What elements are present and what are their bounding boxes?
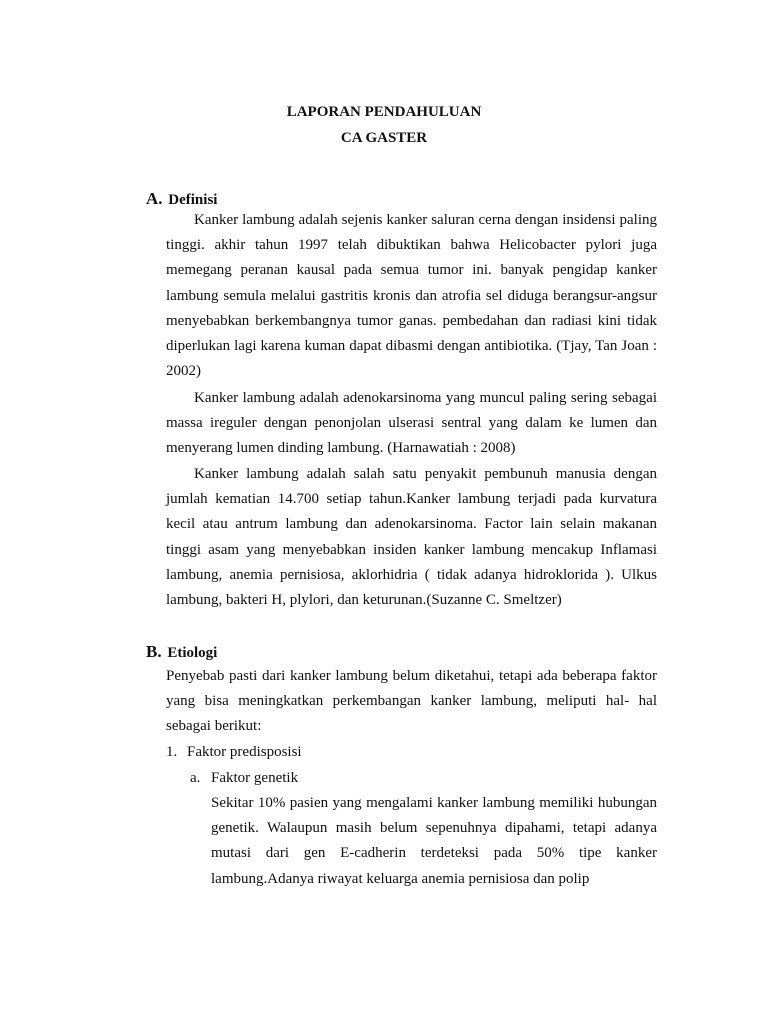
section-a-title: Definisi (168, 192, 218, 208)
document-subtitle: CA GASTER (340, 130, 428, 146)
section-b-letter: B. (146, 642, 162, 661)
list-item-1a-letter: a. (190, 770, 201, 786)
section-b-title: Etiologi (167, 645, 218, 661)
section-a-heading (146, 189, 217, 210)
definisi-paragraph-1: Kanker lambung adalah sejenis kanker saluran cerna dengan insidensi paling tinggi. akhir tahun 1997 telah dibuktikan bahwa Helicobacter pylori juga memegang peranan kausal pada semua tumor ini. banyak pengidap kanker lambung semula melalui gastritis kronis dan atrofia sel diduga berangsur-angsur menyebabkan berkembangnya tumor ganas. pembedahan dan radiasi kini tidak diperlukan lagi karena kuman dapat dibasmi dengan antibiotika. (Tjay, Tan Joan : 2002) (166, 212, 657, 380)
list-item-1-number: 1. (166, 744, 178, 760)
etiologi-intro-paragraph: Penyebab pasti dari kanker lambung belum diketahui, tetapi ada beberapa faktor yang bisa meningkatkan perkembangan kanker lambung, meliputi hal- hal sebagai berikut: (166, 668, 657, 735)
document-title: LAPORAN PENDAHULUAN (286, 104, 482, 120)
list-item-1-label: Faktor predisposisi (187, 744, 302, 760)
definisi-paragraph-3: Kanker lambung adalah salah satu penyakit pembunuh manusia dengan jumlah kematian 14.700 setiap tahun.Kanker lambung terjadi pada kurvatura kecil atau antrum lambung dan adenokarsinoma. Factor lain selain makanan tinggi asam yang menyebabkan insiden kanker lambung mencakup Inflamasi lambung, anemia pernisiosa, aklorhidria ( tidak adanya hidroklorida ). Ulkus lambung, bakteri H, plylori, dan keturunan.(Suzanne C. Smeltzer) (166, 466, 657, 609)
section-b-heading (146, 642, 217, 663)
section-a-letter: A. (146, 189, 163, 208)
faktor-genetik-paragraph: Sekitar 10% pasien yang mengalami kanker lambung memiliki hubungan genetik. Walaupun masih belum sepenuhnya dipahami, tetapi adanya mutasi dari gen E-cadherin terdeteksi pada 50% tipe kanker lambung.Adanya riwayat keluarga anemia pernisiosa dan polip (211, 795, 657, 887)
definisi-paragraph-2: Kanker lambung adalah adenokarsinoma yang muncul paling sering sebagai massa ireguler dengan penonjolan ulserasi sentral yang dalam ke lumen dan menyerang lumen dinding lambung. (Harnawatiah : 2008) (166, 390, 657, 457)
list-item-1a-label: Faktor genetik (211, 770, 299, 786)
